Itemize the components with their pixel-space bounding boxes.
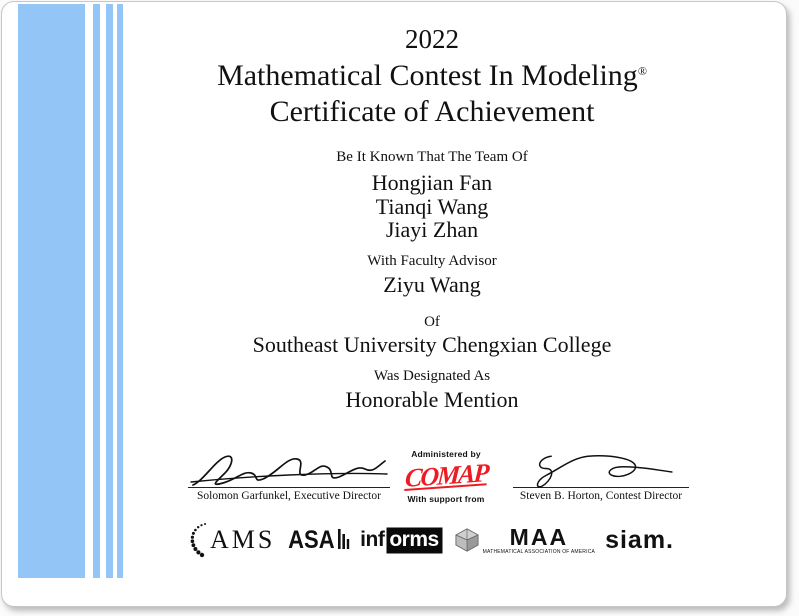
comap-logo: COMAP <box>403 458 489 493</box>
executive-director-signature-block <box>188 451 390 502</box>
contest-director-signature-block <box>513 451 689 502</box>
team-member-2: Tianqi Wang <box>375 193 489 219</box>
institution-name: Southeast University Chengxian College <box>252 332 612 357</box>
contest-title <box>86 59 778 93</box>
sponsor-logos-row <box>86 519 778 561</box>
executive-director-label: Solomon Garfunkel, Executive Director <box>197 490 381 502</box>
siam-logo <box>605 526 674 555</box>
ams-logo <box>190 522 275 558</box>
informs-prefix-label: inf <box>360 528 385 551</box>
designation-intro: Was Designated As <box>373 368 491 384</box>
ams-label: AMS <box>210 525 276 554</box>
siam-label: siam. <box>605 525 674 554</box>
team-member-3: Jiayi Zhan <box>385 217 479 242</box>
signature-rule-left <box>188 487 390 488</box>
maa-text-column <box>482 523 596 555</box>
certificate-page <box>1 1 787 607</box>
certificate-subtitle: Certificate of Achievement <box>269 95 595 128</box>
advisor-name: Ziyu Wang <box>383 272 481 297</box>
maa-logo <box>454 523 596 555</box>
comap-block <box>396 449 496 504</box>
team-members-list <box>86 171 778 242</box>
administered-by-label: Administered by <box>411 449 481 459</box>
informs-boxed-label: orms <box>385 526 443 555</box>
asa-label: ASA <box>288 525 335 554</box>
maa-polyhedron-icon <box>454 528 480 552</box>
team-intro: Be It Known That The Team Of <box>336 149 528 165</box>
asa-bars-icon <box>338 525 350 555</box>
left-wide-stripe <box>18 4 85 578</box>
maa-caption: MATHEMATICAL ASSOCIATION OF AMERICA <box>482 548 596 555</box>
institution-intro: Of <box>424 314 440 330</box>
designation: Honorable Mention <box>345 387 519 412</box>
ams-dots-icon <box>190 522 208 558</box>
maa-label: MAA <box>509 523 569 550</box>
registered-mark: ® <box>637 64 647 78</box>
team-member-1: Hongjian Fan <box>371 170 493 195</box>
year: 2022 <box>405 24 459 54</box>
contest-director-label: Steven B. Horton, Contest Director <box>519 490 683 502</box>
advisor-intro: With Faculty Advisor <box>367 253 497 269</box>
informs-logo <box>360 526 444 555</box>
with-support-from-label: With support from <box>407 494 485 504</box>
contest-title-text: Mathematical Contest In Modeling <box>217 59 638 92</box>
asa-logo <box>285 525 350 555</box>
